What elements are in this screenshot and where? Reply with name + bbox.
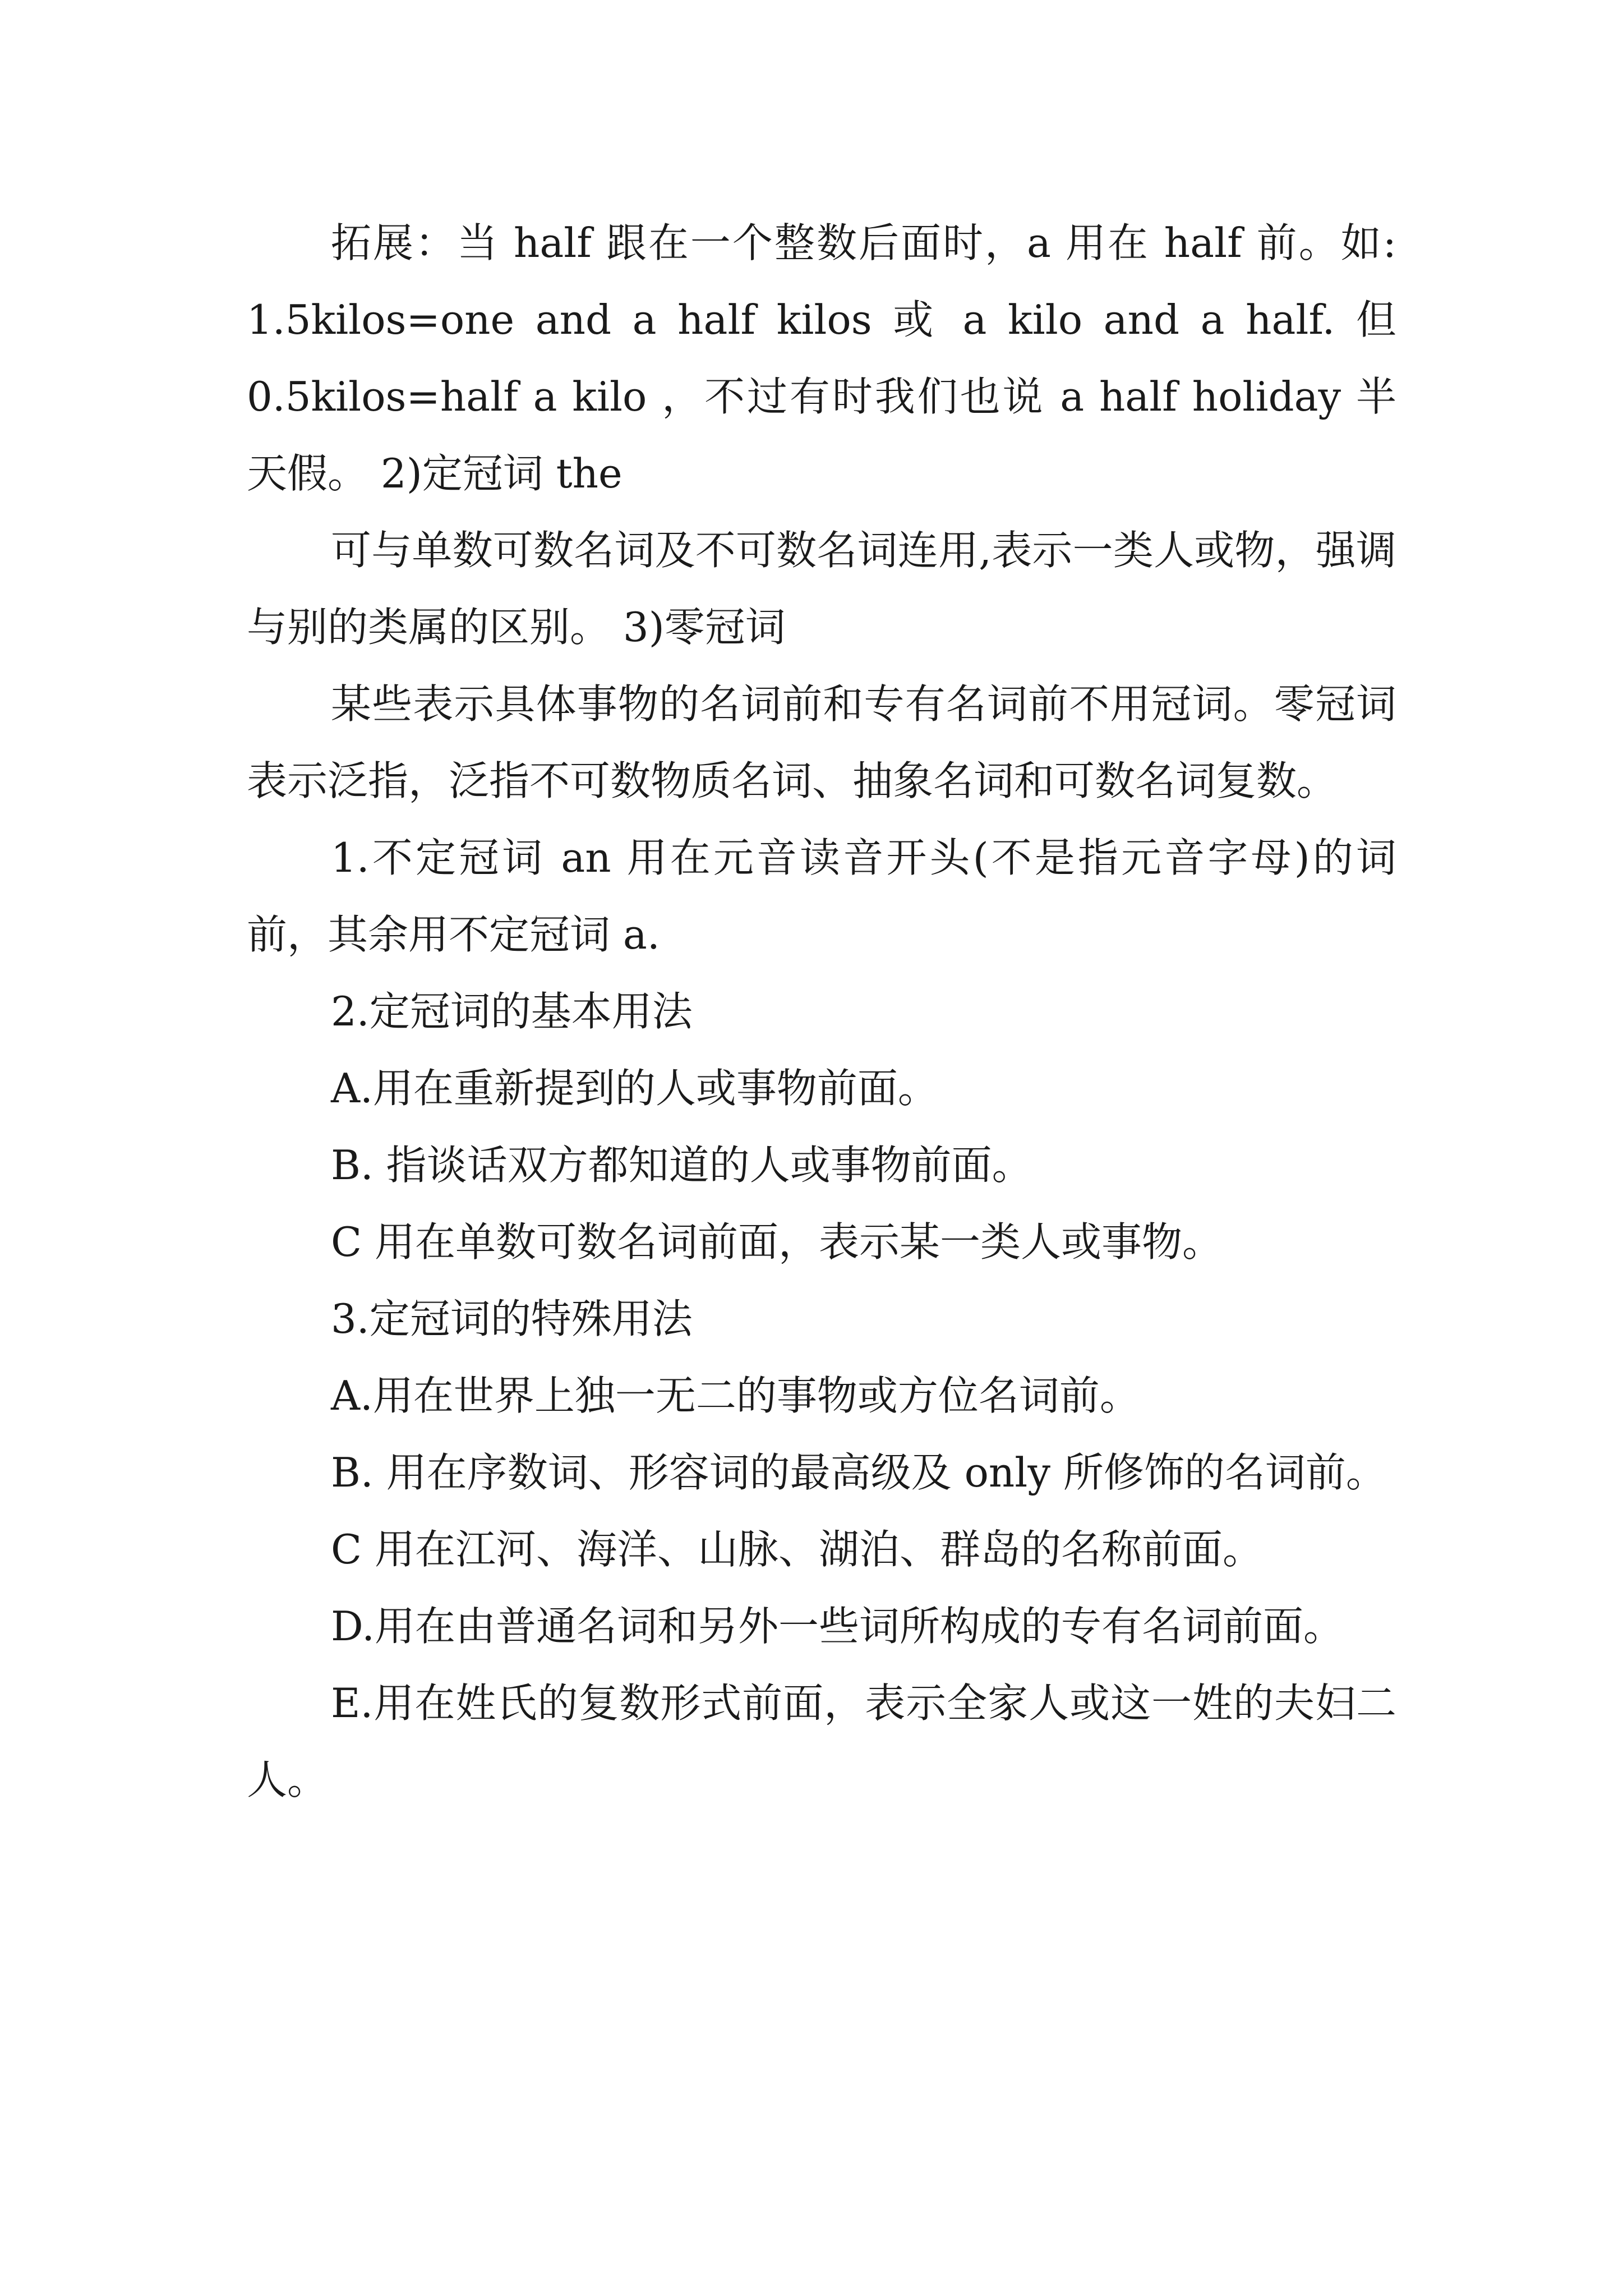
paragraph-indefinite-an: 1.不定冠词 an 用在元音读音开头(不是指元音字母)的词前，其余用不定冠词 a. bbox=[247, 834, 1396, 958]
list-item-special-c: C 用在江河、海洋、山脉、湖泊、群岛的名称前面。 bbox=[331, 1526, 1263, 1573]
paragraph-definite-article-class: 可与单数可数名词及不可数名词连用,表示一类人或物，强调与别的类属的区别。 3)零冠词 bbox=[247, 527, 1396, 651]
list-item-special-e: E.用在姓氏的复数形式前面，表示全家人或这一姓的夫妇二人。 bbox=[247, 1680, 1396, 1803]
paragraph-zero-article: 某些表示具体事物的名词前和专有名词前不用冠词。零冠词表示泛指，泛指不可数物质名词、抽象名词和可数名词复数。 bbox=[247, 680, 1396, 804]
list-item-basic-b: B. 指谈话双方都知道的人或事物前面。 bbox=[331, 1142, 1032, 1189]
list-item-special-d: D.用在由普通名词和另外一些词所构成的专有名词前面。 bbox=[331, 1603, 1344, 1650]
body-text bbox=[247, 205, 1396, 1819]
list-item-basic-c: C 用在单数可数名词前面，表示某一类人或事物。 bbox=[331, 1218, 1223, 1266]
paragraph-expansion-half: 拓展：当 half 跟在一个整数后面时，a 用在 half 前。如: 1.5kilos=one and a half kilos 或 a kilo and a half. 但 0.5kilos=half a kilo ，不过有时我们也说 a half holiday 半天假。 2)定冠词 the bbox=[247, 219, 1396, 497]
list-item-special-b: B. 用在序数词、形容词的最高级及 only 所修饰的名词前。 bbox=[331, 1449, 1386, 1496]
list-item-special-a: A.用在世界上独一无二的事物或方位名词前。 bbox=[331, 1372, 1140, 1419]
heading-definite-special-usage: 3.定冠词的特殊用法 bbox=[331, 1295, 693, 1342]
heading-definite-basic-usage: 2.定冠词的基本用法 bbox=[331, 988, 693, 1035]
list-item-basic-a: A.用在重新提到的人或事物前面。 bbox=[331, 1065, 938, 1112]
